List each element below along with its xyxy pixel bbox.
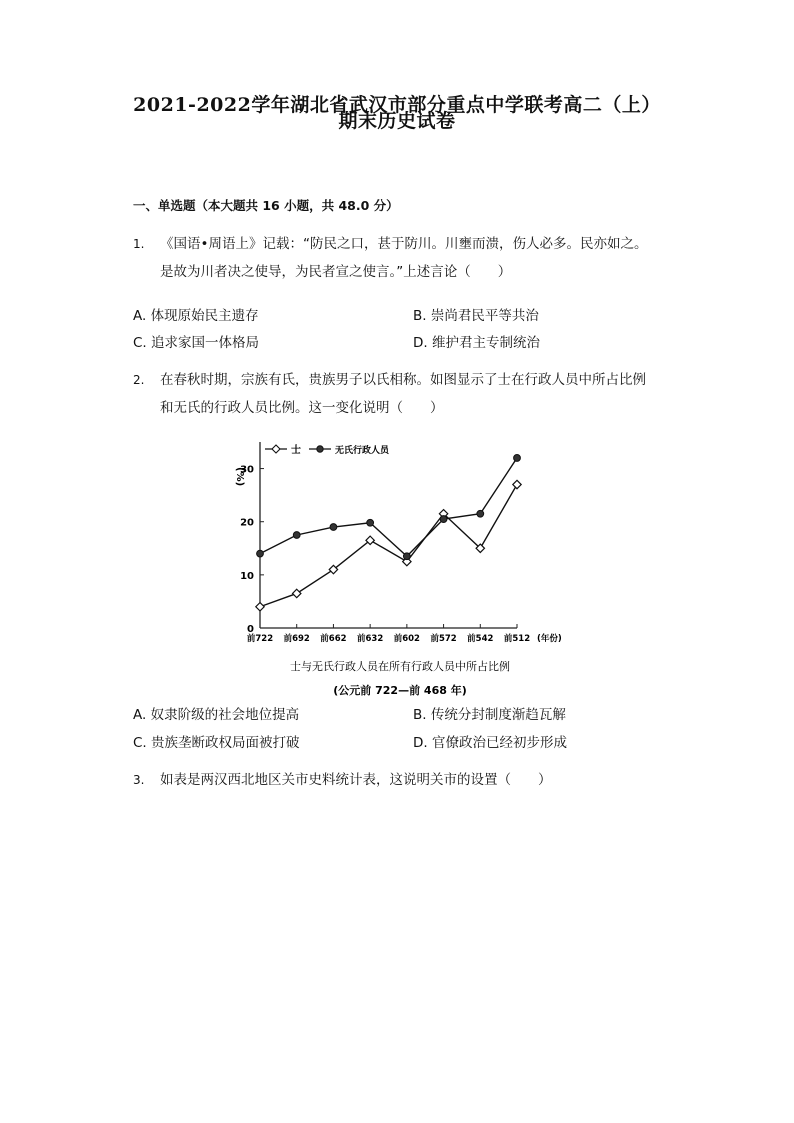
data-point-wushi xyxy=(477,510,484,517)
legend-marker-shi xyxy=(272,445,280,453)
option-b[interactable]: B. 崇尚君民平等共治 xyxy=(413,308,539,324)
x-tick-label: 前662 xyxy=(320,634,347,644)
question-stem-line: 在春秋时期，宗族有氏，贵族男子以氏相称。如图显示了士在行政人员中所占比例 xyxy=(160,372,646,388)
question-stem-line: 《国语•周语上》记载：“防民之口，甚于防川。川壅而溃，伤人必多。民亦如之。 xyxy=(160,236,648,252)
y-tick-label: 30 xyxy=(240,464,254,476)
option-d[interactable]: D. 维护君主专制统治 xyxy=(413,335,540,351)
y-tick-label: 0 xyxy=(247,624,254,635)
question-number: 1. xyxy=(133,237,145,251)
data-point-shi xyxy=(513,480,521,488)
option-c[interactable]: C. 贵族垄断政权局面被打破 xyxy=(133,735,300,751)
x-tick-label: 前632 xyxy=(357,634,384,644)
data-point-wushi xyxy=(257,550,264,557)
exam-title-line2: 期末历史试卷 xyxy=(338,110,456,132)
chart-caption-range: (公元前 722—前 468 年) xyxy=(333,684,467,697)
option-a[interactable]: A. 体现原始民主遗存 xyxy=(133,308,259,324)
data-point-shi xyxy=(293,589,301,597)
x-tick-label: 前722 xyxy=(246,634,274,644)
data-point-wushi xyxy=(403,553,410,560)
x-tick-label: 前542 xyxy=(467,634,494,644)
legend-marker-wushi xyxy=(317,446,323,452)
data-point-wushi xyxy=(293,532,300,539)
data-point-wushi xyxy=(514,455,521,462)
option-d[interactable]: D. 官僚政治已经初步形成 xyxy=(413,735,567,751)
data-point-wushi xyxy=(367,519,374,526)
series-line-wushi xyxy=(260,458,517,556)
data-point-wushi xyxy=(440,516,447,523)
chart-caption: 士与无氏行政人员在所有行政人员中所占比例 xyxy=(290,660,510,673)
option-b[interactable]: B. 传统分封制度渐趋瓦解 xyxy=(413,707,566,723)
section-heading: 一、单选题（本大题共 16 小题，共 48.0 分） xyxy=(133,198,399,213)
exam-title-line1: 2021-2022学年湖北省武汉市部分重点中学联考高二（上） xyxy=(133,94,661,116)
legend-label-shi: 士 xyxy=(291,445,301,456)
x-tick-label: 前572 xyxy=(430,634,457,644)
question-stem-line: 如表是两汉西北地区关市史料统计表，这说明关市的设置（ ） xyxy=(160,772,552,788)
line-chart xyxy=(225,430,585,720)
data-point-shi xyxy=(256,603,264,611)
question-number: 2. xyxy=(133,373,145,387)
x-tick-label: 前692 xyxy=(283,634,310,644)
y-tick-label: 10 xyxy=(240,570,254,582)
option-c[interactable]: C. 追求家国一体格局 xyxy=(133,335,260,351)
option-a[interactable]: A. 奴隶阶级的社会地位提高 xyxy=(133,707,300,723)
x-tick-label: 前602 xyxy=(393,634,420,644)
data-point-wushi xyxy=(330,524,337,531)
x-axis-unit: (年份) xyxy=(537,634,562,644)
y-tick-label: 20 xyxy=(240,517,254,529)
question-stem-line: 是故为川者决之使导，为民者宣之使言。”上述言论（ ） xyxy=(160,264,512,280)
x-tick-label: 前512 xyxy=(503,634,531,644)
y-axis-label: (%) xyxy=(234,466,245,487)
question-3 xyxy=(133,766,673,794)
legend-label-wushi: 无氏行政人员 xyxy=(335,446,390,456)
question-2 xyxy=(133,366,673,422)
question-stem-line: 和无氏的行政人员比例。这一变化说明（ ） xyxy=(160,400,444,416)
question-number: 3. xyxy=(133,773,145,787)
question-1 xyxy=(133,230,673,286)
